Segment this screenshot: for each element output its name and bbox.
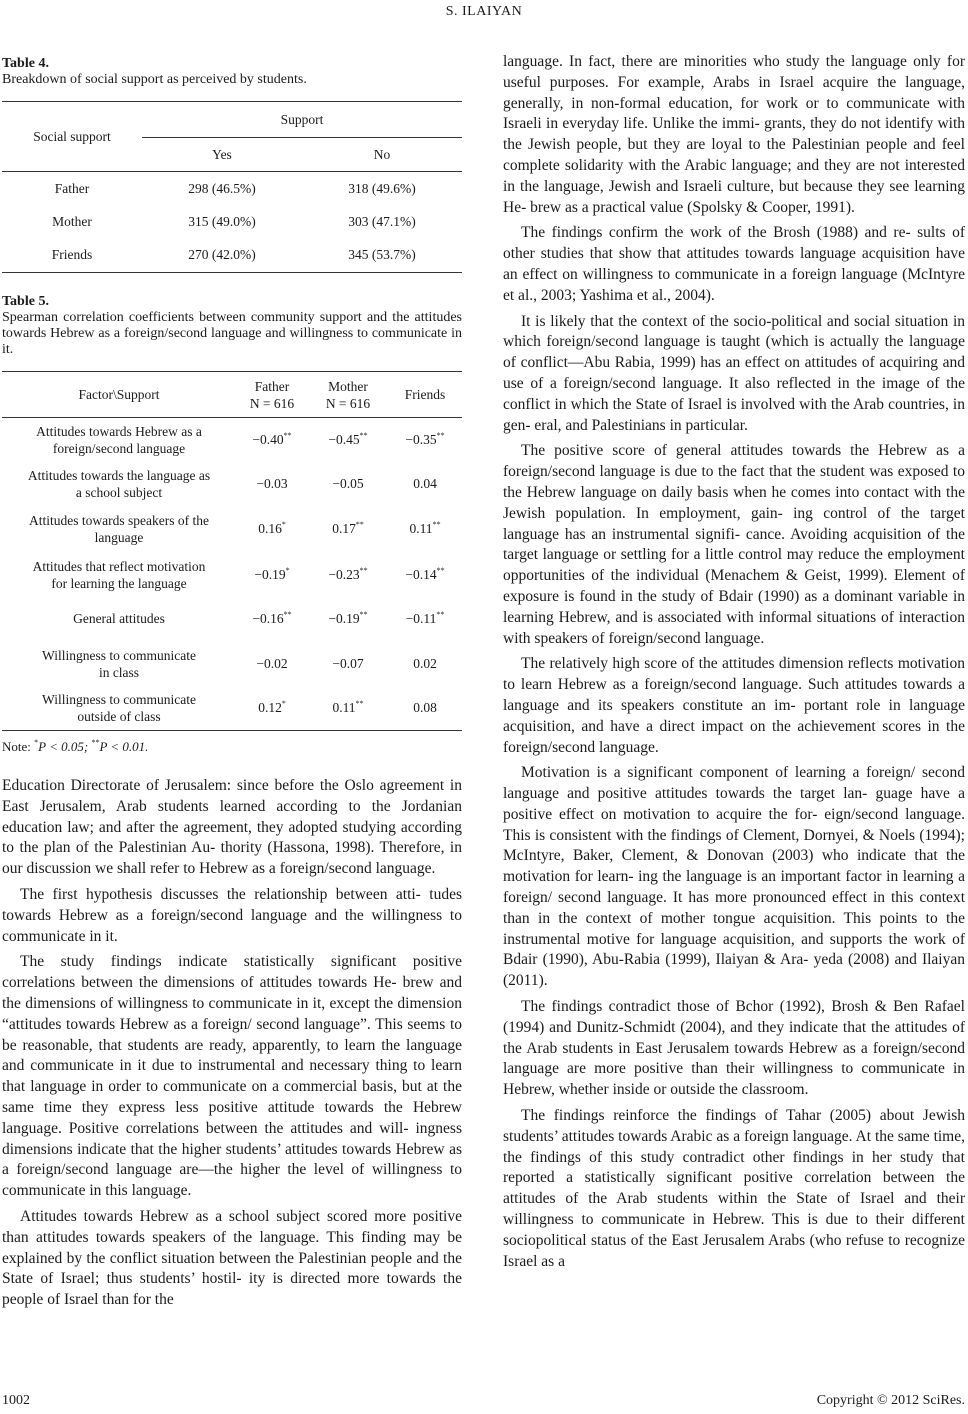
table5-value: −0.35 bbox=[405, 431, 437, 447]
significance-marker: ** bbox=[436, 565, 445, 575]
table5-factor-line: Willingness to communicate bbox=[42, 647, 196, 663]
table4-cell-yes: 298 (46.5%) bbox=[188, 180, 256, 196]
table4-col-yes: Yes bbox=[142, 138, 302, 172]
significance-marker: * bbox=[281, 520, 286, 529]
table-row bbox=[2, 172, 462, 206]
table5-factor-line: Willingness to communicate bbox=[42, 692, 196, 708]
table-row bbox=[2, 598, 462, 641]
right-column bbox=[503, 52, 965, 1272]
table5-cell-mother bbox=[308, 598, 388, 641]
table5-factor-line: outside of class bbox=[77, 709, 161, 725]
table5-factor-line: in class bbox=[98, 664, 140, 680]
significance-marker: ** bbox=[436, 430, 445, 440]
table5-header-father bbox=[236, 372, 308, 418]
table-row bbox=[2, 641, 462, 687]
table5-factor-line: Attitudes that reflect motivation bbox=[32, 558, 206, 574]
table5-factor bbox=[2, 641, 236, 687]
table5-cell-mother bbox=[308, 687, 388, 731]
table-row bbox=[2, 418, 462, 462]
table5-header-mother bbox=[308, 372, 388, 418]
table5-cell-father bbox=[236, 687, 308, 731]
table5-cell-friends bbox=[388, 507, 462, 552]
table5-value: −0.11 bbox=[405, 611, 437, 626]
table5-cell-mother bbox=[308, 641, 388, 687]
table4-cell-no: 345 (53.7%) bbox=[302, 239, 462, 273]
table5-cell-friends bbox=[388, 552, 462, 598]
running-head: S. ILAIYAN bbox=[445, 4, 523, 19]
table-row bbox=[2, 462, 462, 507]
table-row bbox=[2, 206, 462, 239]
table5-caption: Spearman correlation coefficients between community support and the attitudes towards Hebrew as a foreign/second language and willingness to communicate in it. bbox=[2, 310, 462, 357]
table5-cell-mother bbox=[308, 418, 388, 462]
table5-value: 0.17 bbox=[332, 521, 356, 536]
table5-factor-line: for learning the language bbox=[51, 575, 187, 591]
table5-cell-father bbox=[236, 641, 308, 687]
table5-factor-line: Attitudes towards the language as bbox=[27, 468, 211, 483]
note-p2: P < 0.01. bbox=[99, 739, 149, 754]
table5-factor-line: Attitudes towards Hebrew as a bbox=[36, 423, 202, 439]
body-paragraph: The findings confirm the work of the Brosh (1988) and re- sults of other studies that show that attitudes towards language acquisition have an effect on willingness to communicate in a foreign language (McIntyre et al., 2003; Yashima et al., 2004). bbox=[503, 224, 965, 304]
table5-cell-friends bbox=[388, 462, 462, 507]
body-paragraph: It is likely that the context of the socio-political and social situation in which foreign/second language is taught (which is actually the language of conflict—Abu Rabia, 1999) has an effect on attitudes of acquiring and use of a foreign/second language. It also reflected in the image of the conflict in which the State of Israel is involved with the Arab countries, in gen- eral, and Palestinians in particular. bbox=[503, 312, 965, 434]
significance-marker: ** bbox=[283, 430, 292, 440]
table5-value: −0.23 bbox=[328, 566, 360, 582]
table5-value: −0.40 bbox=[252, 431, 284, 447]
table5-value: 0.16 bbox=[258, 521, 282, 536]
table4-row-label: Mother bbox=[52, 214, 92, 229]
body-paragraph: The findings reinforce the findings of Tahar (2005) about Jewish students’ attitudes towards Arabic as a foreign language. At the same time, the findings of this study contradict other findings in her study that reported a statistically significant positive correlation between the attitudes of the Arab students within the State of Israel and their willingness to communicate in Hebrew. This is due to their different sociopolitical status of the East Jerusalem Arabs (who refuse to recognize Israel as a bbox=[503, 1107, 965, 1270]
table5-factor bbox=[2, 462, 236, 507]
table5-factor-line: language bbox=[94, 530, 144, 545]
table4-header-row-label: Social support bbox=[2, 102, 142, 172]
table5-cell-friends bbox=[388, 598, 462, 641]
table5-factor-line: a school subject bbox=[75, 485, 163, 500]
table5 bbox=[2, 293, 462, 755]
table4-caption: Breakdown of social support as perceived by students. bbox=[2, 72, 307, 87]
table5-value: 0.11 bbox=[409, 521, 433, 536]
table4-cell-no: 303 (47.1%) bbox=[348, 214, 416, 229]
note-prefix: Note: bbox=[2, 739, 35, 754]
significance-marker: * bbox=[34, 738, 39, 747]
table5-header-mother-n: N = 616 bbox=[325, 395, 371, 411]
body-paragraph: The study findings indicate statistically significant positive correlations between the dimensions of attitudes towards He- brew and the dimensions of willingness to communicate in it, except the dimension “attitudes towards Hebrew as a foreign/ second language”. This seems to be reasonable, that students are ready, apparently, to learn the language and communicate in it due to instrumental and necessary thing to learn that language in order to communicate on a commercial basis, but at the same time they express less positive attitude towards the Hebrew language. Positive correlations between the attitudes and will- ingness dimensions indicate that the higher students’ attitudes towards Hebrew as a foreign/second language are—the higher the level of willingness to communicate in this language. bbox=[2, 953, 462, 1200]
body-paragraph: Education Directorate of Jerusalem: since before the Oslo agreement in East Jerusalem, Arab students learned according to the Jordanian education law; and after the agreement, they adopted studying according to the plan of the Palestinian Au- thority (Hassona, 1998). Therefore, in our discussion we shall refer to Hebrew as a foreign/second language. bbox=[2, 777, 462, 878]
copyright: Copyright © 2012 SciRes. bbox=[816, 1393, 965, 1408]
table5-factor bbox=[2, 418, 236, 462]
significance-marker: ** bbox=[359, 610, 368, 619]
table-row bbox=[2, 687, 462, 731]
table5-factor bbox=[2, 598, 236, 641]
left-body-text bbox=[2, 776, 462, 1311]
table5-cell-father bbox=[236, 462, 308, 507]
table4-grid bbox=[2, 101, 462, 273]
table5-cell-mother bbox=[308, 552, 388, 598]
table5-value: −0.19 bbox=[328, 611, 360, 626]
table4-cell-yes: 270 (42.0%) bbox=[142, 239, 302, 273]
body-paragraph: The relatively high score of the attitudes dimension reflects motivation to learn Hebrew as a foreign/second language. Such attitudes towards a language and its speakers constitute an im- portant role in language acquisition, and have a direct impact on the achievement scores in the foreign/second language. bbox=[503, 655, 965, 756]
table5-grid bbox=[2, 371, 462, 731]
significance-marker: ** bbox=[436, 610, 445, 619]
significance-marker: * bbox=[285, 565, 290, 575]
table5-cell-father bbox=[236, 418, 308, 462]
table4-row-label: Friends bbox=[2, 239, 142, 273]
table5-header-mother-label: Mother bbox=[328, 378, 368, 394]
significance-marker: * bbox=[281, 699, 286, 709]
table4-col-no: No bbox=[302, 138, 462, 172]
table5-header-friends: Friends bbox=[388, 372, 462, 418]
significance-marker: ** bbox=[359, 430, 368, 440]
table5-value: −0.05 bbox=[332, 476, 364, 491]
table5-cell-father bbox=[236, 552, 308, 598]
table5-value: 0.11 bbox=[332, 700, 356, 716]
left-column bbox=[2, 52, 462, 1311]
table5-value: 0.02 bbox=[413, 655, 437, 671]
table5-value: −0.14 bbox=[405, 566, 437, 582]
table5-value: −0.19 bbox=[254, 566, 286, 582]
table5-value: 0.12 bbox=[258, 700, 282, 716]
table5-factor-line: foreign/second language bbox=[52, 440, 186, 456]
table4-label: Table 4. bbox=[2, 56, 49, 71]
table4 bbox=[2, 55, 462, 273]
table-row bbox=[2, 239, 462, 273]
note-p1: P < 0.05; bbox=[38, 739, 92, 754]
table5-factor-line: Attitudes towards speakers of the bbox=[29, 513, 209, 528]
table5-factor bbox=[2, 507, 236, 552]
table5-value: −0.07 bbox=[332, 655, 364, 671]
table5-cell-father bbox=[236, 507, 308, 552]
table5-label: Table 5. bbox=[2, 294, 49, 309]
table5-header-father-label: Father bbox=[254, 378, 290, 394]
page-number: 1002 bbox=[2, 1393, 30, 1408]
table5-value: 0.08 bbox=[413, 700, 437, 716]
table5-factor-line: General attitudes bbox=[73, 611, 165, 626]
table5-header-father-n: N = 616 bbox=[249, 395, 295, 411]
significance-marker: ** bbox=[91, 738, 100, 747]
table5-note bbox=[2, 739, 462, 755]
significance-marker: ** bbox=[355, 699, 364, 709]
table4-header-group: Support bbox=[142, 102, 462, 138]
table5-value: −0.02 bbox=[256, 655, 288, 671]
table-row bbox=[2, 507, 462, 552]
body-paragraph: The findings contradict those of Bchor (1992), Brosh & Ben Rafael (1994) and Dunitz-Schmidt (2004), and they indicate that the attitudes of the Arab students in East Jerusalem towards Hebrew as a foreign/second language are more positive than their willingness to communicate in Hebrew, whether inside or outside the classroom. bbox=[503, 998, 965, 1099]
significance-marker: ** bbox=[432, 520, 441, 529]
significance-marker: ** bbox=[359, 565, 368, 575]
table5-value: −0.16 bbox=[252, 611, 284, 626]
table4-cell-no: 318 (49.6%) bbox=[348, 180, 416, 196]
table5-cell-mother bbox=[308, 507, 388, 552]
table5-cell-mother bbox=[308, 462, 388, 507]
table5-cell-friends bbox=[388, 641, 462, 687]
table5-factor bbox=[2, 687, 236, 731]
significance-marker: ** bbox=[283, 610, 292, 619]
table4-row-label: Father bbox=[54, 180, 90, 196]
body-paragraph: Attitudes towards Hebrew as a school subject scored more positive than attitudes towards speakers of the language. This finding may be explained by the conflict situation between the Palestinian people and the State of Israel; thus students’ hostil- ity is directed more towards the people of Israel than for the bbox=[2, 1207, 462, 1309]
table5-cell-friends bbox=[388, 418, 462, 462]
significance-marker: ** bbox=[355, 520, 364, 529]
table4-cell-yes: 315 (49.0%) bbox=[188, 214, 256, 229]
table-row bbox=[2, 552, 462, 598]
body-paragraph: The positive score of general attitudes towards the Hebrew as a foreign/second language is due to the fact that the student was exposed to the Hebrew language on daily basis when he comes into contact with the Jewish population. In employment, gain- ing control of the target language has an instrumental signifi- cance. Avoiding acquisition of the target language or settling for a little control may reduce the employment opportunities of the individual (Menachem & Geist, 1999). Element of exposure is found in the study of Bdair (1990) as a dominant variable in learning Hebrew, and is associated with informal situations of interaction with speakers of foreign/second language. bbox=[503, 442, 965, 647]
table5-factor bbox=[2, 552, 236, 598]
table5-value: 0.04 bbox=[413, 476, 437, 491]
body-paragraph: The first hypothesis discusses the relationship between atti- tudes towards Hebrew as a foreign/second language and the willingness to communicate in it. bbox=[2, 885, 462, 945]
body-paragraph: language. In fact, there are minorities who study the language only for useful purposes. For example, Arabs in Israel acquire the language, generally, in non-formal education, for work or to communicate with Israeli in everyday life. Unlike the immi- grants, they do not identify with the Jewish people, but they are loyal to the Palestinian people and feel complete solidarity with the Arabic language; and they are not interested in the language, Jewish and Israeli culture, but because they see learning He- brew as a practical value (Spolsky & Cooper, 1991). bbox=[503, 53, 965, 216]
table5-cell-father bbox=[236, 598, 308, 641]
table5-value: −0.45 bbox=[328, 431, 360, 447]
table5-header-factor: Factor\Support bbox=[2, 372, 236, 418]
body-paragraph: Motivation is a significant component of learning a foreign/ second language and positive attitudes towards the target lan- guage have a positive effect on motivation to acquire the for- eign/second language. This is consistent with the findings of Clement, Dornyei, & Noels (1994); McIntyre, Baker, Clement, & Donovan (2003) who indicate that the motivation for learn- ing the language is an important factor in learning a foreign/ second language. It has more pronounced effect in this context than in the context of mother tongue acquisition. This points to the instrumental motive for language acquisition, and supports the work of Bdair (1990), Abu-Rabia (1999), Ilaiyan & Ara- yeda (2008) and Ilaiyan (2011). bbox=[503, 764, 965, 990]
table5-value: −0.03 bbox=[256, 476, 288, 491]
table5-cell-friends bbox=[388, 687, 462, 731]
